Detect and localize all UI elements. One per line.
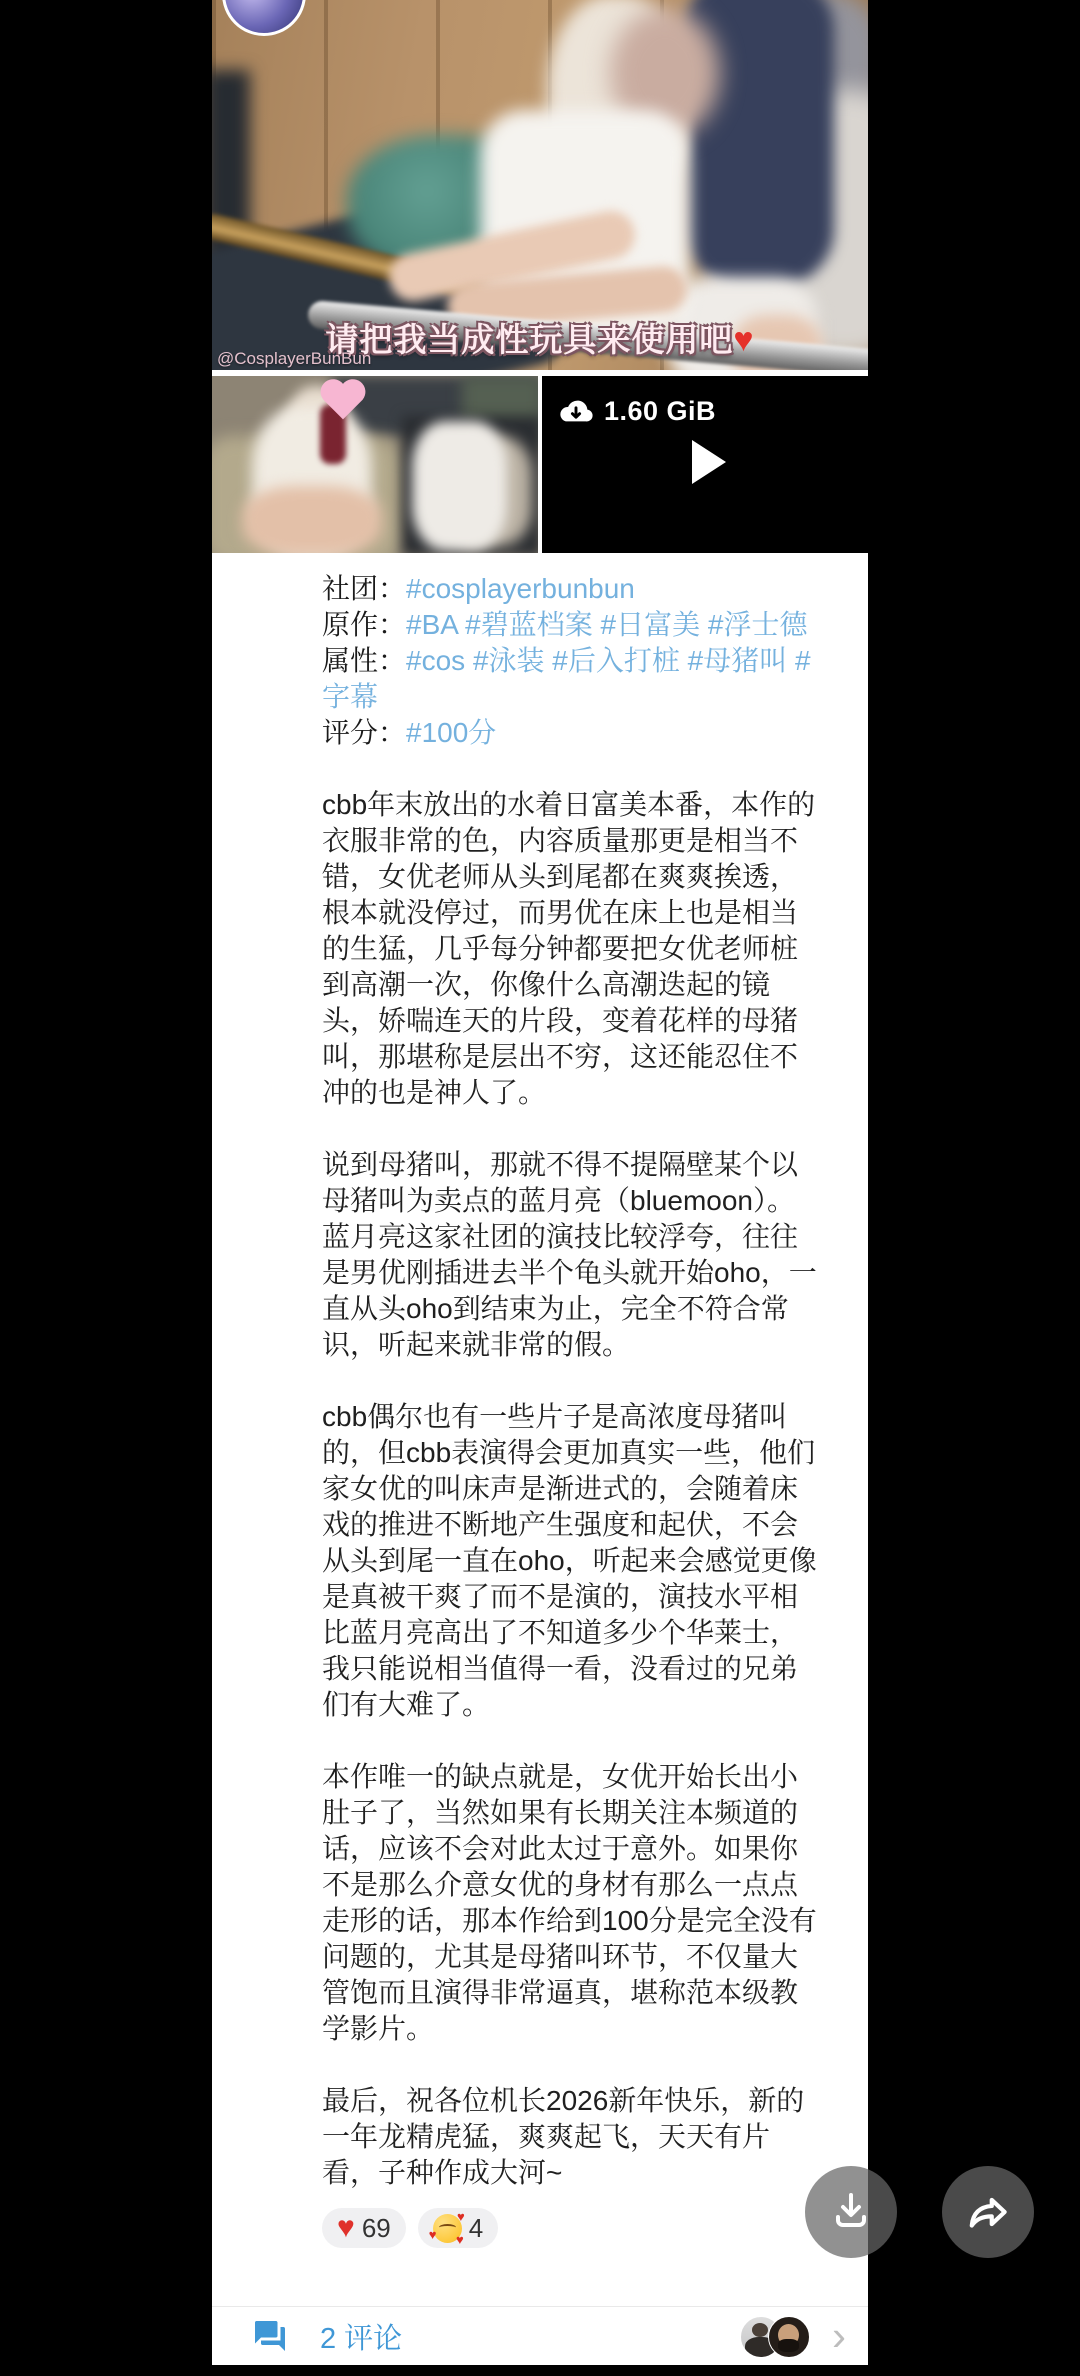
reaction-count: 69 [361, 2212, 391, 2243]
paragraph: 说到母猪叫，那就不得不提隔壁某个以母猪叫为卖点的蓝月亮（bluemoon）。蓝月亮这家社团的演技比较浮夸，往往是男优刚插进去半个龟头就开始oho，一直从头oho到结束为止，完全不符合常识，听起来就非常的假。 [322, 1149, 817, 1360]
tag-links[interactable]: #100分 [406, 717, 497, 748]
tag-line-attributes [322, 643, 818, 715]
reaction-count: 4 [468, 2212, 484, 2243]
download-icon [827, 2188, 875, 2236]
paragraph: cbb年末放出的水着日富美本番，本作的衣服非常的色，内容质量那更是相当不错，女优老师从头到尾都在爽爽挨透，根本就没停过，而男优在床上也是相当的生猛，几乎每分钟都要把女优老师桩到高潮一次，你像什么高潮迭起的镜头，娇喘连天的片段，变着花样的母猪叫，那堪称是层出不穷，这还能忍住不冲的也是神人了。 [322, 789, 816, 1108]
heart-icon: ♥ [428, 2226, 437, 2242]
tag-links[interactable]: #BA #碧蓝档案 #日富美 #浮士德 [406, 609, 808, 640]
photo-watermark: @CosplayerBunBun [217, 349, 372, 368]
tag-label: 原作： [322, 609, 407, 640]
tag-links[interactable]: #cosplayerbunbun [406, 573, 635, 604]
tag-links[interactable]: #cos #泳装 #后入打桩 #母猪叫 #字幕 [322, 645, 811, 712]
tag-label: 评分： [322, 717, 407, 748]
channel-avatar[interactable] [222, 0, 306, 36]
heart-icon: ♥ [733, 321, 755, 359]
thumb-skin-blob [242, 486, 382, 553]
tag-label: 属性： [322, 645, 407, 676]
avatar-figure [752, 2323, 768, 2337]
tag-line-circle [322, 571, 818, 607]
heart-icon: ♥ [337, 2211, 355, 2244]
video-size-label: 1.60 GiB [604, 396, 717, 426]
heart-icon: ♥ [457, 2208, 465, 2224]
post-text [322, 571, 818, 2191]
pink-heart-sticker-icon [315, 376, 371, 422]
reaction-heart-pill[interactable] [322, 2208, 406, 2248]
paragraph: 本作唯一的缺点就是，女优开始长出小肚子了，当然如果有长期关注本频道的话，应该不会对此太过于意外。如果你不是那么介意女优的身材有那么一点点走形的话，那本作给到100分是完全没有问题的，尤其是母猪叫环节，不仅量大管饱而且演得非常逼真，堪称范本级教学影片。 [322, 1761, 817, 2044]
tag-label: 社团： [322, 573, 407, 604]
commenter-avatar [768, 2316, 810, 2358]
comments-bar[interactable] [212, 2306, 868, 2365]
share-button[interactable] [942, 2166, 1034, 2258]
video-size-badge [558, 396, 716, 427]
tag-line-original [322, 607, 818, 643]
post-photo[interactable] [212, 0, 868, 370]
paragraph: cbb偶尔也有一些片子是高浓度母猪叫的，但cbb表演得会更加真实一些，他们家女优的叫床声是渐进式的，会随着床戏的推进不断地产生强度和起伏，不会从头到尾一直在oho，听起来会感觉更像是真被干爽了而不是演的，演技水平相比蓝月亮高出了不知道多少个华莱士，我只能说相当值得一看，没看过的兄弟们有大难了。 [322, 1401, 817, 1720]
comments-chat-icon [252, 2318, 288, 2354]
cloud-download-icon [558, 398, 594, 426]
photo-caption-text: 请把我当成性玩具来使用吧 [325, 321, 734, 358]
share-forward-icon [963, 2187, 1013, 2237]
chevron-right-icon: › [832, 2312, 846, 2359]
smiling-face-with-hearts-icon [428, 2208, 465, 2247]
thumb-figure-blob [412, 421, 507, 551]
commenter-avatars [740, 2316, 808, 2356]
video-thumbnail[interactable] [212, 376, 538, 553]
tag-line-rating [322, 715, 818, 751]
heart-icon: ♥ [456, 2231, 464, 2247]
face-eyes [439, 2224, 456, 2231]
download-button[interactable] [805, 2166, 897, 2258]
reactions-row [322, 2208, 868, 2248]
comments-count-label: 2 评论 [320, 2322, 403, 2355]
play-icon[interactable] [692, 440, 726, 484]
video-player-panel[interactable] [542, 376, 868, 553]
video-attachment-row [212, 376, 868, 553]
post-bubble [212, 0, 868, 2364]
avatar-figure [778, 2339, 799, 2352]
reaction-love-face-pill[interactable] [418, 2208, 498, 2248]
paragraph: 最后，祝各位机长2026新年快乐，新的一年龙精虎猛，爽爽起飞，天天有片看，子种作成大河~ [322, 2085, 805, 2188]
